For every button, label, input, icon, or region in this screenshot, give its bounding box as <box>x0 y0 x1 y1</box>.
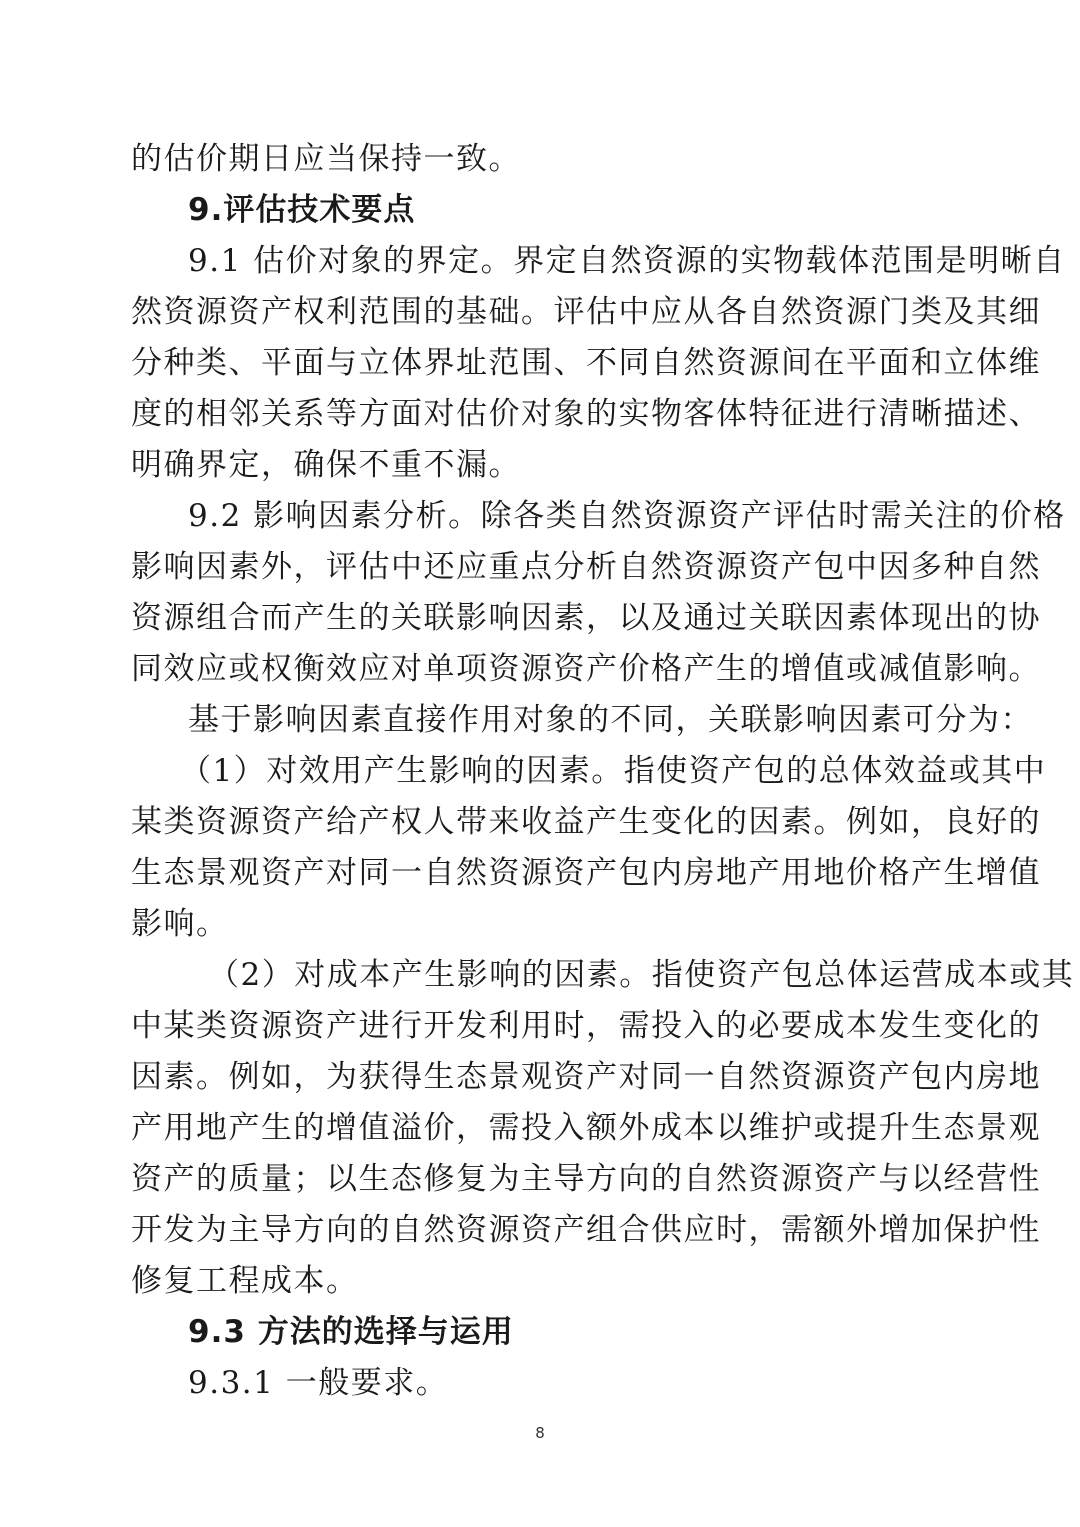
paragraph-9-2-line: 同效应或权衡效应对单项资源资产价格产生的增值或减值影响。 <box>131 651 1041 687</box>
subsection-9-3-1: 9.3.1 一般要求。 <box>188 1365 449 1401</box>
page-number: 8 <box>535 1424 545 1442</box>
paragraph-9-1-line: 分种类、平面与立体界址范围、不同自然资源间在平面和立体维 <box>131 345 1041 381</box>
item-1-line: 生态景观资产对同一自然资源资产包内房地产用地价格产生增值 <box>131 855 1041 891</box>
paragraph-9-1-line: 9.1 估价对象的界定。界定自然资源的实物载体范围是明晰自 <box>188 243 1066 279</box>
item-2-line: 修复工程成本。 <box>131 1263 359 1299</box>
item-2-line: 中某类资源资产进行开发利用时，需投入的必要成本发生变化的 <box>131 1008 1041 1044</box>
classification-intro: 基于影响因素直接作用对象的不同，关联影响因素可分为： <box>188 702 1033 738</box>
paragraph-9-2-line: 9.2 影响因素分析。除各类自然资源资产评估时需关注的价格 <box>188 498 1066 534</box>
text-line-continuation: 的估价期日应当保持一致。 <box>131 141 521 177</box>
item-2-line: 资产的质量；以生态修复为主导方向的自然资源资产与以经营性 <box>131 1161 1041 1197</box>
item-2-line: 因素。例如，为获得生态景观资产对同一自然资源资产包内房地 <box>131 1059 1041 1095</box>
item-2-line: 产用地产生的增值溢价，需投入额外成本以维护或提升生态景观 <box>131 1110 1041 1146</box>
paragraph-9-1-line: 明确界定，确保不重不漏。 <box>131 447 521 483</box>
item-2-line: 开发为主导方向的自然资源资产组合供应时，需额外增加保护性 <box>131 1212 1041 1248</box>
section-heading-9: 9.评估技术要点 <box>188 192 416 228</box>
paragraph-9-1-line: 然资源资产权利范围的基础。评估中应从各自然资源门类及其细 <box>131 294 1041 330</box>
item-1-line: 影响。 <box>131 906 229 942</box>
paragraph-9-1-line: 度的相邻关系等方面对估价对象的实物客体特征进行清晰描述、 <box>131 396 1041 432</box>
paragraph-9-2-line: 影响因素外，评估中还应重点分析自然资源资产包中因多种自然 <box>131 549 1041 585</box>
item-1-line: （1）对效用产生影响的因素。指使资产包的总体效益或其中 <box>180 753 1047 789</box>
item-2-line: （2）对成本产生影响的因素。指使资产包总体运营成本或其 <box>208 957 1075 993</box>
item-1-line: 某类资源资产给产权人带来收益产生变化的因素。例如，良好的 <box>131 804 1041 840</box>
section-heading-9-3: 9.3 方法的选择与运用 <box>188 1314 514 1350</box>
paragraph-9-2-line: 资源组合而产生的关联影响因素，以及通过关联因素体现出的协 <box>131 600 1041 636</box>
